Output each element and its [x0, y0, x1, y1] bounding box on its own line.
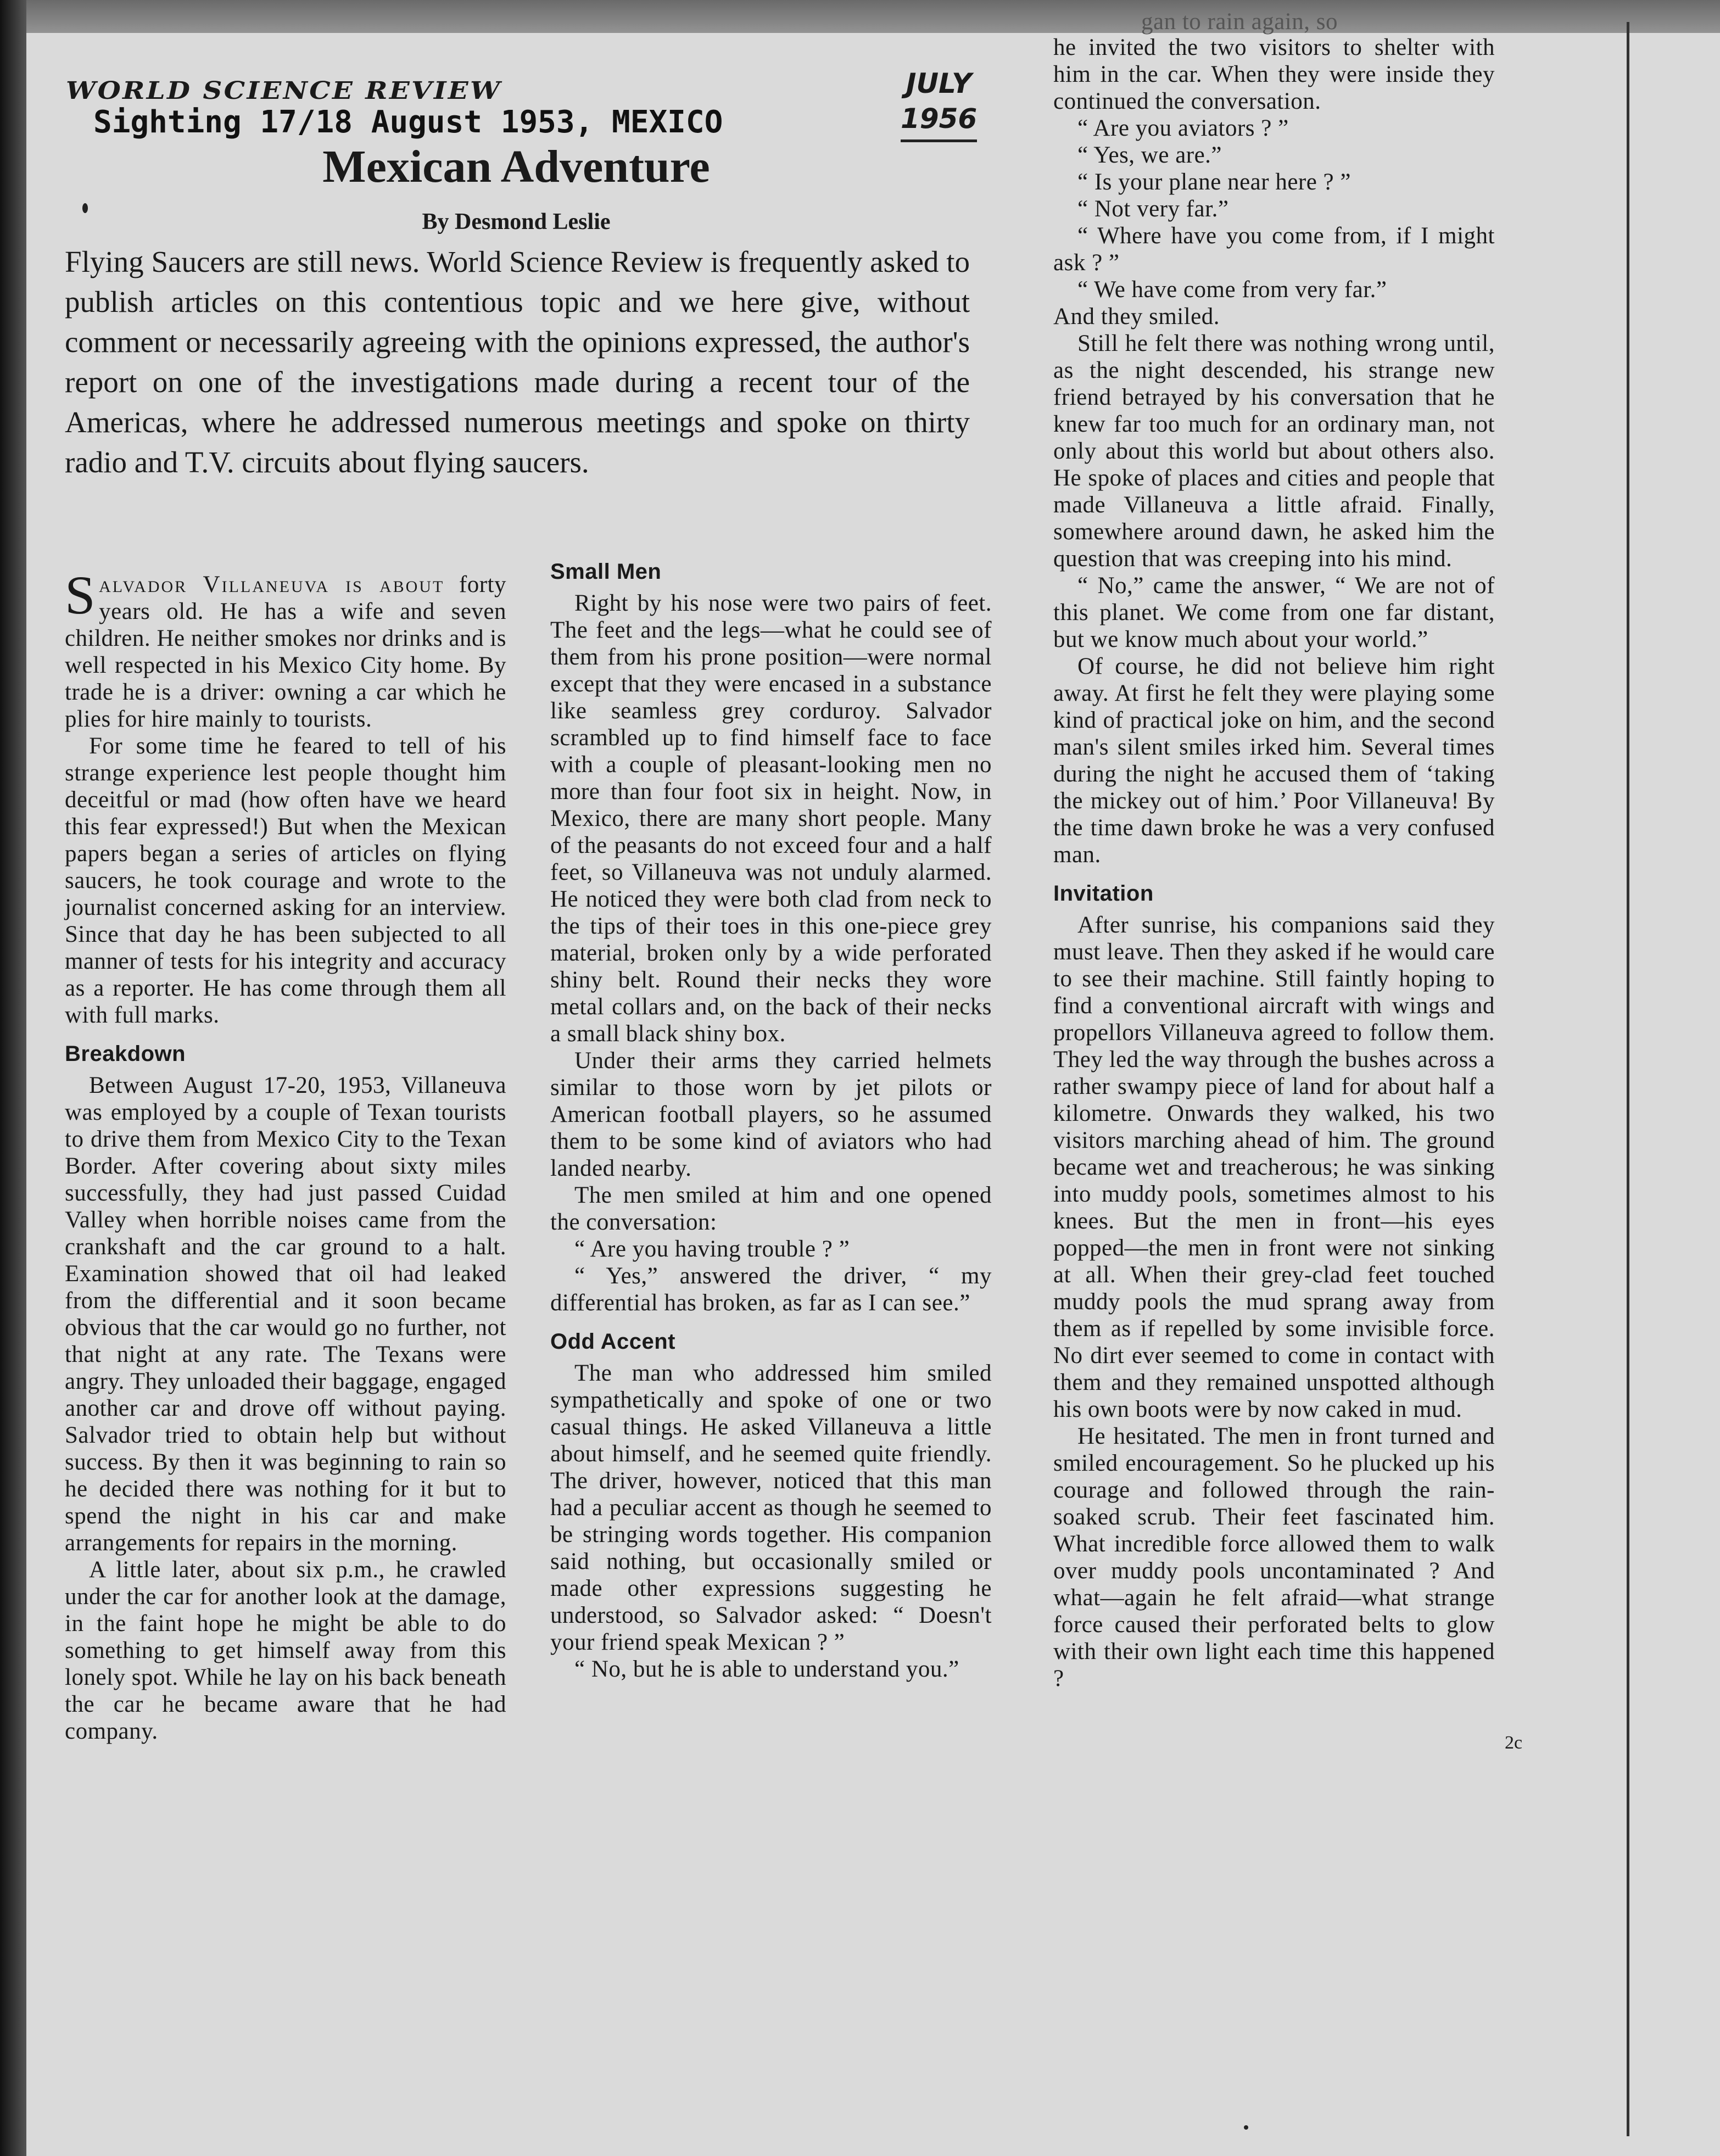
cropped-line [1053, 9, 1495, 35]
paragraph: “ Yes, we are.” [1077, 142, 1222, 168]
paragraph: He hesitated. The men in front turned and smiled encouragement. So he plucked up his courage and followed through the rain-soaked scrub. Their feet fascinated him. What incredible force allowed them to walk over muddy pools uncontaminated ? And what—again he felt afraid—what strange force caused their perforated belts to glow with their own light each time this happened ? [1053, 1423, 1495, 1691]
page-edge-line [1627, 22, 1629, 2136]
section-heading: Breakdown [65, 1042, 186, 1066]
paragraph-text: forty years old. He has a wife and seven children. He neither smokes nor drinks and is well respected in his Mexico City home. By trade he is a driver: owning a car which he plies for hire mainly to tourists. [65, 572, 506, 732]
column-left [65, 565, 506, 1745]
sighting-stamp: Sighting 17/18 August 1953, MEXICO [93, 104, 723, 140]
paragraph: “ No, but he is able to understand you.” [574, 1656, 959, 1682]
paragraph: “ Not very far.” [1077, 196, 1229, 222]
paragraph: The man who addressed him smiled sympathetically and spoke of one or two casual things. He asked Villaneuva a little about himself, and he seemed quite friendly. The driver, however, noticed that this man had a peculiar accent as though he seemed to be stringing words together. His companion said nothing, but occasionally smiled or made other expressions suggesting he understood, so Salvador asked: “ Doesn't your friend speak Mexican ? ” [550, 1360, 992, 1655]
paragraph: “ Is your plane near here ? ” [1077, 169, 1351, 195]
paragraph: For some time he feared to tell of his strange experience lest people thought him deceitful or mad (how often have we heard this fear expressed!) But when the Mexican papers began a series of articles on flying saucers, he took courage and wrote to the journalist concerned asking for an interview. Since that day he has been subjected to all manner of tests for his integrity and accuracy as a reporter. He has come through them all with full marks. [65, 733, 506, 1028]
paragraph: Right by his nose were two pairs of feet. The feet and the legs—what he could see of them from his prone position—were normal except that they were encased in a substance like seamless grey corduroy. Salvador scrambled up to find himself face to face with a couple of pleasant-looking men no more than four foot six in height. Now, in Mexico, there are many short people. Many of the peasants do not exceed four and a half feet, so Villaneuva was not unduly alarmed. He noticed they were both clad from neck to the tips of their toes in this one-piece grey material, broken only by a wide perforated shiny belt. Round their necks they wore metal collars and, on the back of their necks a small black shiny box. [550, 590, 992, 1047]
article-byline: By Desmond Leslie [422, 209, 611, 234]
article-intro: Flying Saucers are still news. World Science Review is frequently asked to publish articles on this contentious topic and we here give, without comment or necessarily agreeing with the opinions expressed, the author's report on one of the investigations made during a recent tour of the Americas, where he addressed numerous meetings and spoke on thirty radio and T.V. circuits about flying saucers. [65, 245, 970, 479]
cropped-line-text: gan to rain again, so [1141, 9, 1338, 35]
scan-speck [82, 203, 88, 213]
paragraph: Of course, he did not believe him right away. At first he felt they were playing some kind of practical joke on him, and the second man's silent smiles irked him. Several times during the night he accused them of ‘taking the mickey out of him.’ Poor Villaneuva! By the time dawn broke he was a very confused man. [1053, 653, 1495, 868]
column-right [1053, 9, 1495, 1692]
paragraph: Between August 17-20, 1953, Villaneuva was employed by a couple of Texan tourists to drive them from Mexico City to the Texan Border. After covering about sixty miles successfully, they had just passed Cuidad Valley when horrible noises came from the crankshaft and the car ground to a halt. Examination showed that oil had leaked from the differential and it soon became obvious that the car would go no further, not that night at any rate. The Texans were angry. They unloaded their baggage, engaged another car and drove off without paying. Salvador tried to obtain help but without success. By then it was beginning to rain so he decided there was nothing for it but to spend the night in his car and make arrangements for repairs in the morning. [65, 1073, 506, 1556]
paragraph: Under their arms they carried helmets similar to those worn by jet pilots or American football players, so he assumed them to be some kind of aviators who had landed nearby. [550, 1048, 992, 1181]
paragraph: “ Are you aviators ? ” [1077, 115, 1289, 141]
column-middle [550, 546, 992, 1683]
section-heading: Odd Accent [550, 1330, 675, 1354]
handwritten-month: JULY [906, 68, 972, 99]
handwritten-date [901, 66, 977, 142]
paragraph: After sunrise, his companions said they must leave. Then they asked if he would care to see their machine. Still faintly hoping to find a conventional aircraft with wings and propellors Villaneuva agreed to follow them. They led the way through the bushes across a rather swampy piece of land for about half a kilometre. Onwards they walked, his two visitors marching ahead of him. The ground became wet and treacherous; he was sinking into muddy pools, sometimes almost to his knees. But the men in front—his eyes popped—the men in front were not sinking at all. When their grey-clad feet touched muddy pools the mud sprang away from them as if repelled by some invisible force. No dirt ever seemed to come in contact with them and they remained unspotted although his own boots were by now caked in mud. [1053, 912, 1495, 1422]
section-heading: Invitation [1053, 881, 1154, 906]
paragraph: Still he felt there was nothing wrong until, as the night descended, his strange new friend betrayed by his conversation that he knew far too much for an ordinary man, not only about this world but about others also. He spoke of places and cities and people that made Villaneuva a little afraid. Finally, somewhere around dawn, he asked him the question that was creeping into his mind. [1053, 331, 1495, 572]
paragraph: And they smiled. [1053, 304, 1220, 329]
paragraph: “ No,” came the answer, “ We are not of this planet. We come from one far distant, but we know much about your world.” [1053, 573, 1495, 652]
scan-left-edge [0, 0, 26, 2156]
drop-cap: S [65, 565, 96, 625]
section-heading: Small Men [550, 560, 662, 584]
lead-in: alvador Villaneuva is about [99, 572, 445, 597]
scan-speck [1244, 2125, 1248, 2130]
paragraph: A little later, about six p.m., he crawled under the car for another look at the damage, in the faint hope he might be able to do something to get himself away from this lonely spot. While he lay on his back beneath the car he became aware that he had company. [65, 1557, 506, 1744]
paragraph: he invited the two visitors to shelter with him in the car. When they were inside they continued the conversation. [1053, 35, 1495, 114]
paragraph: “ We have come from very far.” [1077, 277, 1387, 303]
handwritten-year: 1956 [901, 101, 977, 142]
article-title: Mexican Adventure [322, 141, 710, 192]
paragraph: “ Are you having trouble ? ” [574, 1236, 850, 1262]
paragraph: “ Yes,” answered the driver, “ my differential has broken, as far as I can see.” [550, 1263, 992, 1316]
paragraph [65, 565, 506, 733]
paragraph: The men smiled at him and one opened the conversation: [550, 1182, 992, 1235]
paragraph: “ Where have you come from, if I might ask ? ” [1053, 223, 1495, 276]
marginal-note: 2c [1505, 1733, 1523, 1753]
publication-name: WORLD SCIENCE REVIEW [66, 77, 502, 105]
